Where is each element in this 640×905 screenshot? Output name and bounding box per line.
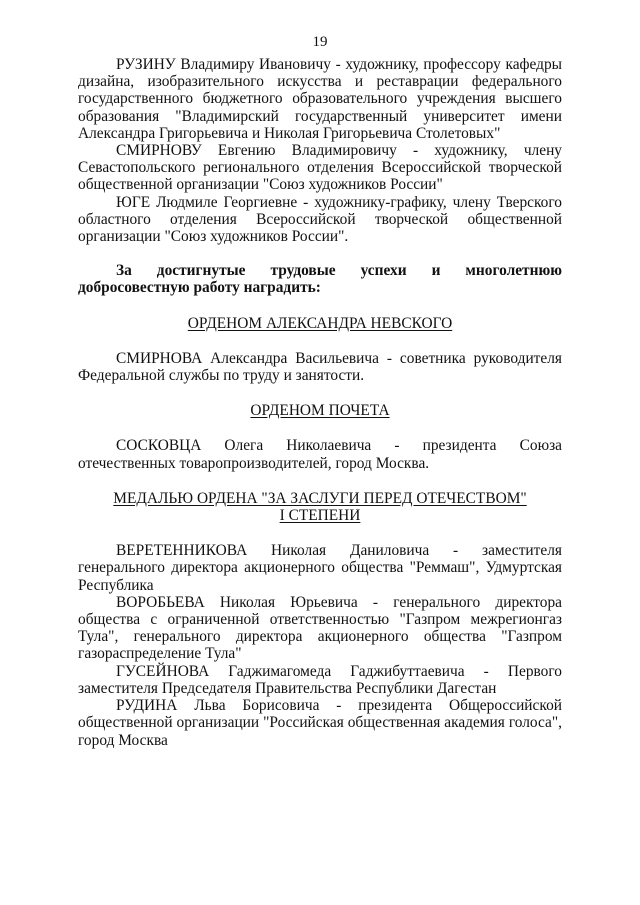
award-entry: СМИРНОВА Александра Васильевича - советника руководителя Федеральной службы по труду и занятости. [78, 349, 562, 385]
award-entry: СМИРНОВУ Евгению Владимировичу - художнику, члену Севастопольского регионального отделения Всероссийской творческой общественной организации "Союз художников России" [78, 142, 562, 194]
award-entry: РУДИНА Льва Борисовича - президента Общероссийской общественной организации "Российская общественная академия голоса", город Москва [78, 697, 562, 749]
award-entry: ЮГЕ Людмиле Георгиевне - художнику-графику, члену Тверского областного отделения Всероссийской творческой общественной организации "Союз художников России". [78, 193, 562, 246]
section-medal [78, 490, 562, 749]
award-entry: ВЕРЕТЕННИКОВА Николая Даниловича - заместителя генерального директора акционерного общества "Реммаш", Удмуртская Республика [78, 542, 562, 594]
section-order-nevsky [78, 315, 562, 385]
award-entry: ВОРОБЬЕВА Николая Юрьевича - генерального директора общества с ограниченной ответственностью "Газпром межрегионгаз Тула", генерального директора акционерного общества "Газпром газораспределение Тула" [78, 593, 562, 663]
section-heading-line: МЕДАЛЬЮ ОРДЕНА "ЗА ЗАСЛУГИ ПЕРЕД ОТЕЧЕСТВОМ" [113, 489, 527, 507]
section-heading: ОРДЕНОМ АЛЕКСАНДРА НЕВСКОГО [187, 314, 453, 332]
section-heading-line: I СТЕПЕНИ [279, 507, 361, 525]
page-number: 19 [312, 34, 328, 50]
award-entry: СОСКОВЦА Олега Николаевича - президента Союза отечественных товаропроизводителей, город Москва. [78, 437, 562, 472]
document-body [78, 56, 562, 749]
section-heading: ОРДЕНОМ ПОЧЕТА [250, 402, 390, 420]
section-heading [78, 490, 562, 524]
section-order-pocheta [78, 402, 562, 472]
section-artists [78, 56, 562, 245]
award-entry: ГУСЕЙНОВА Гаджимагомеда Гаджибуттаевича - Первого заместителя Председателя Правительства Республики Дагестан [78, 662, 562, 697]
award-intro: За достигнутые трудовые успехи и многолетнюю добросовестную работу наградить: [78, 262, 562, 297]
award-entry: РУЗИНУ Владимиру Ивановичу - художнику, профессору кафедры дизайна, изобразительного искусства и реставрации федерального государственного бюджетного образовательного учреждения высшего образования "Владимирский государственный университет имени Александра Григорьевича и Николая Григорьевича Столетовых" [78, 56, 562, 142]
